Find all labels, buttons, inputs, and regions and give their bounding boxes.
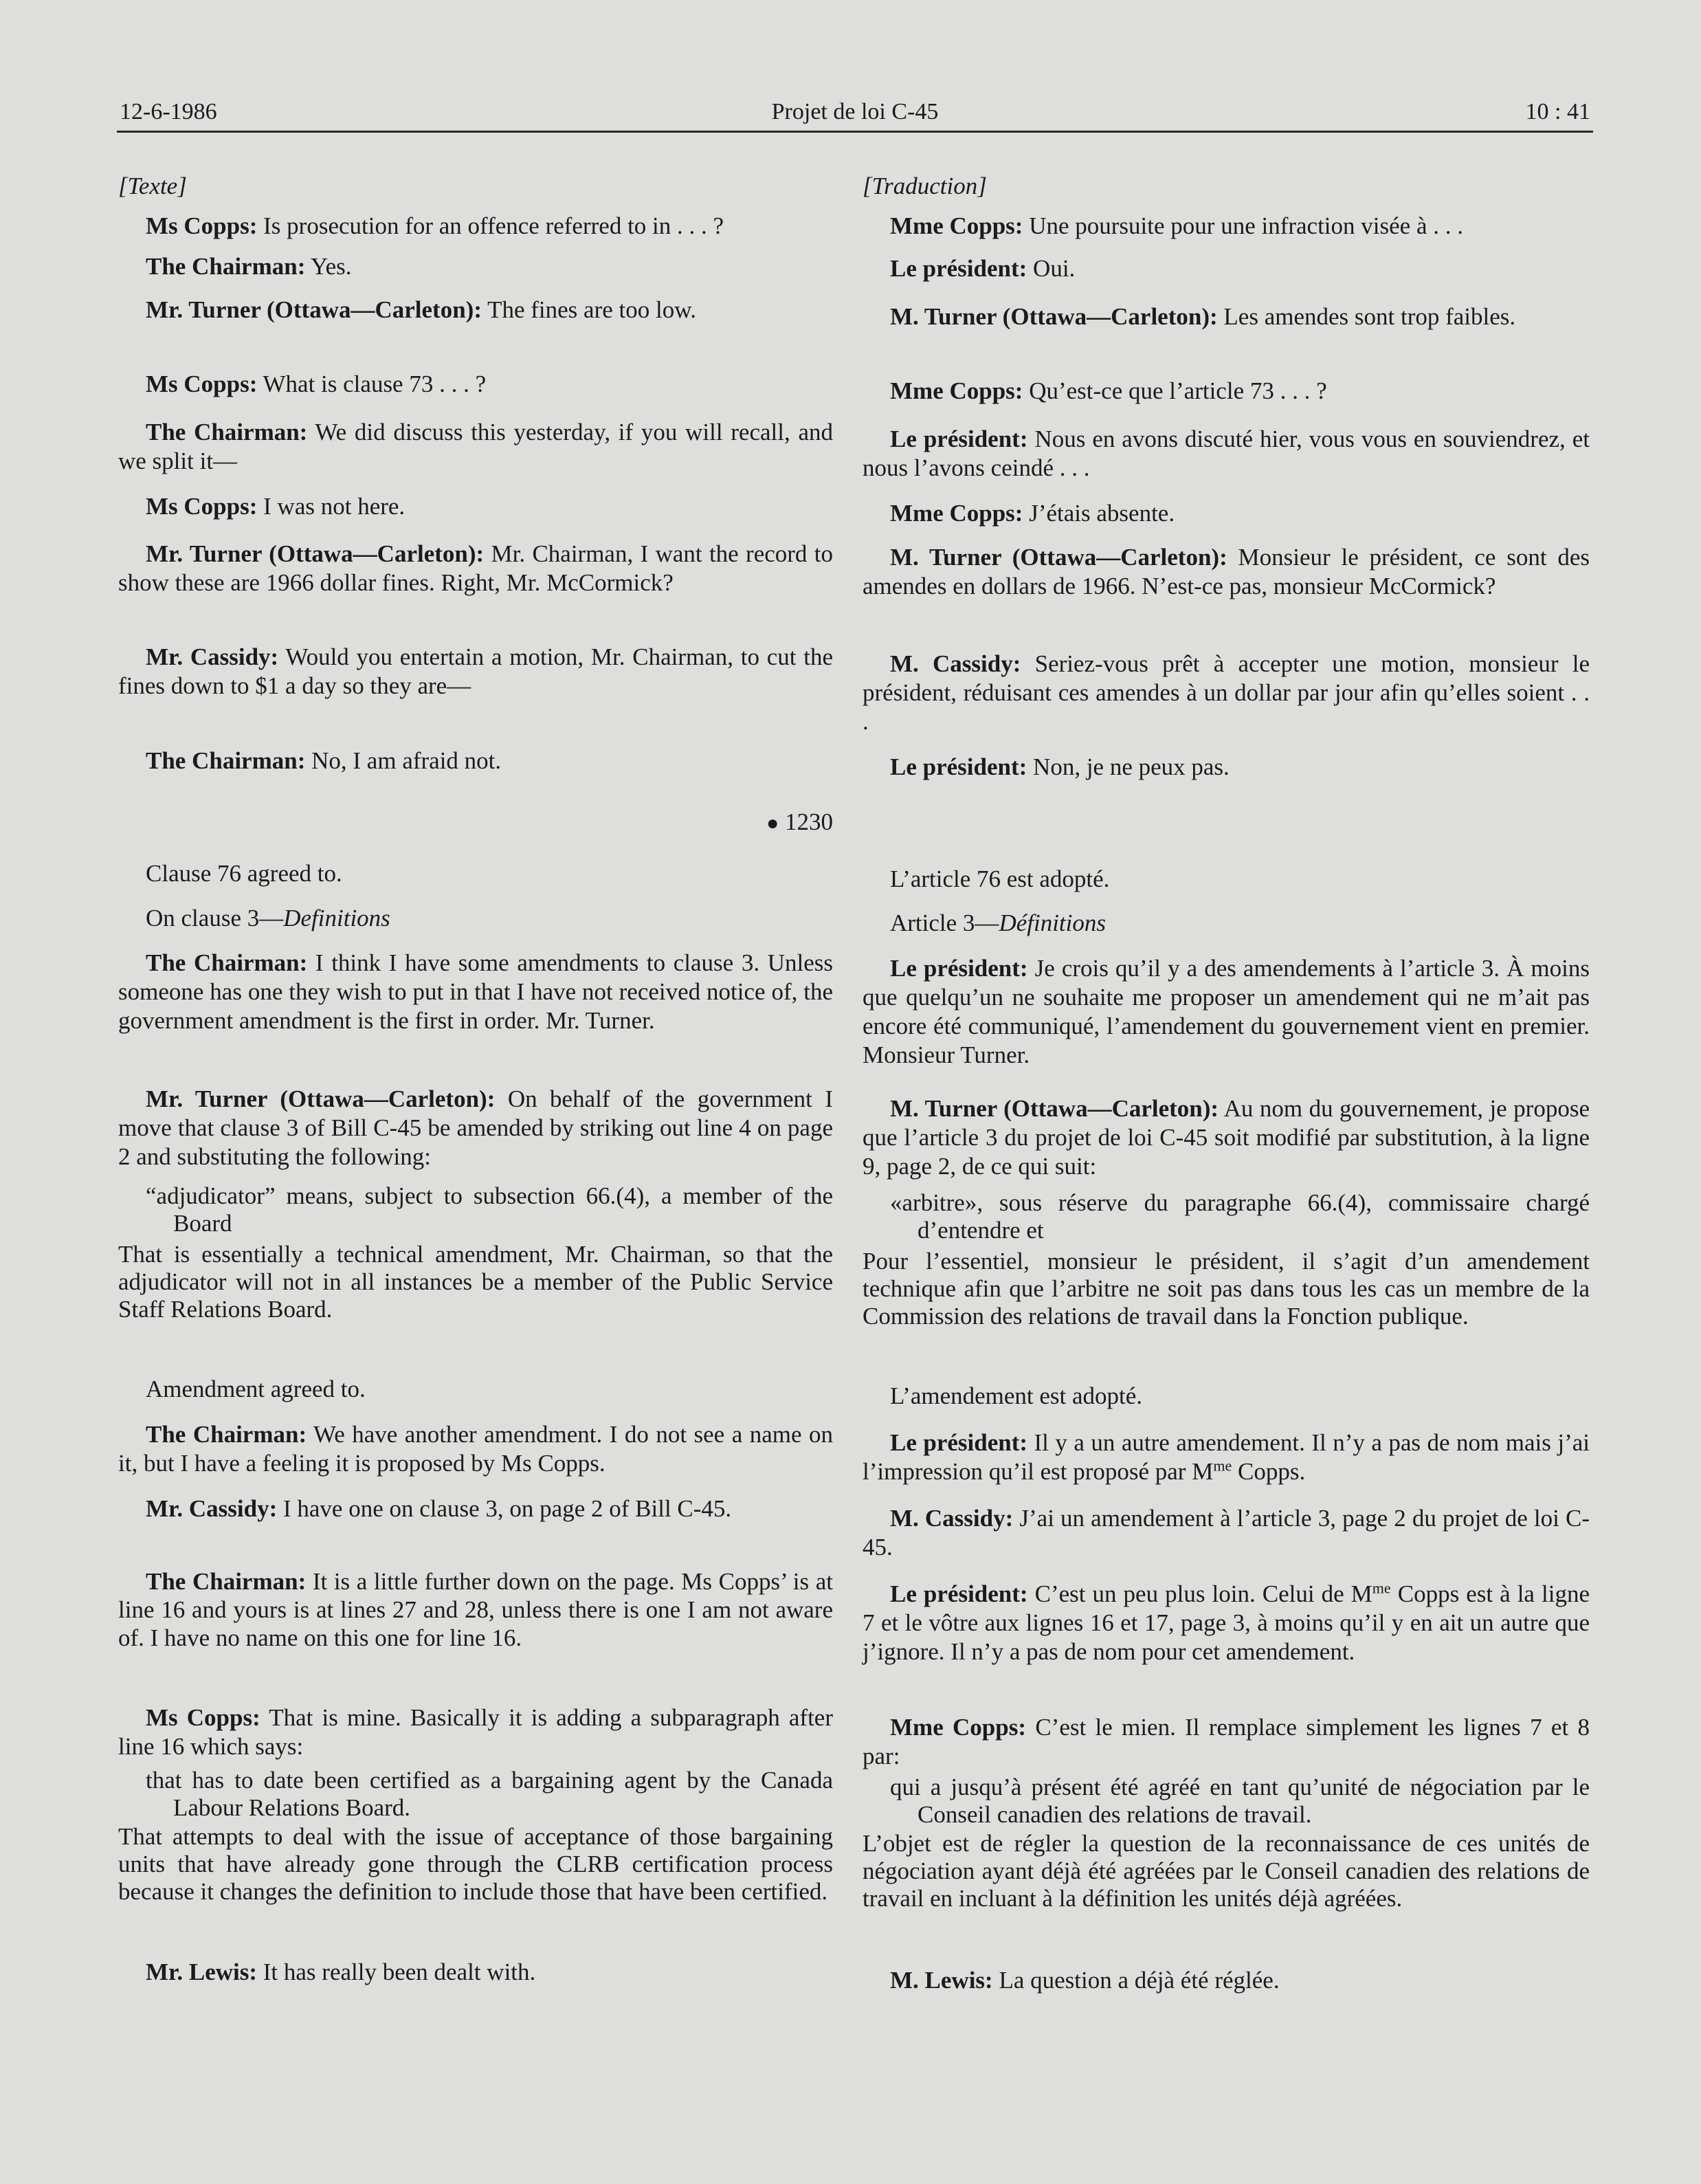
page-header — [117, 96, 1593, 133]
quoted-amendment: qui a jusqu’à présent été agréé en tant qu’unité de négociation par le Conseil canadien des relations de travail. — [890, 1774, 1590, 1828]
explanation-paragraph: That is essentially a technical amendment, Mr. Chairman, so that the adjudicator will not in all instances be a member of the Public Service Staff Relations Board. — [118, 1241, 833, 1323]
speech-paragraph: Mme Copps: C’est le mien. Il remplace simplement les lignes 7 et 8 par: — [863, 1714, 1590, 1769]
speech-paragraph: The Chairman: I think I have some amendments to clause 3. Unless someone has one they wish to put in that I have not received notice of, the government amendment is the first in order. Mr. Turner. — [118, 949, 833, 1034]
speech-paragraph: The Chairman: We have another amendment. I do not see a name on it, but I have a feeling it is proposed by Ms Copps. — [118, 1421, 833, 1477]
speech-paragraph: The Chairman: Yes. — [146, 253, 352, 280]
motion-paragraph: Clause 76 agreed to. — [146, 860, 342, 887]
speech-paragraph: M. Cassidy: J’ai un amendement à l’article 3, page 2 du projet de loi C-45. — [863, 1505, 1590, 1560]
clause-heading: On clause 3—Definitions — [146, 905, 390, 931]
speech-paragraph: Mme Copps: J’étais absente. — [890, 500, 1175, 527]
speech-paragraph: Ms Copps: That is mine. Basically it is adding a subparagraph after line 16 which says: — [118, 1704, 833, 1760]
explanation-paragraph: Pour l’essentiel, monsieur le président, il s’agit d’un amendement technique afin que l’arbitre ne soit pas dans tous les cas un membre de la Commission des relations de travail dans la Fonction publique. — [863, 1248, 1590, 1330]
motion-paragraph: L’article 76 est adopté. — [890, 865, 1110, 892]
speech-paragraph: M. Turner (Ottawa—Carleton): Les amendes sont trop faibles. — [890, 303, 1516, 330]
speech-paragraph: The Chairman: It is a little further down on the page. Ms Copps’ is at line 16 and yours is at lines 27 and 28, unless there is one I am not aware of. I have no name on this one for line 16. — [118, 1568, 833, 1651]
speech-paragraph: The Chairman: No, I am afraid not. — [146, 747, 502, 774]
section-tag-traduction: [Traduction] — [863, 173, 987, 199]
speech-paragraph: M. Turner (Ottawa—Carleton): Monsieur le président, ce sont des amendes en dollars de 1966. N’est-ce pas, monsieur McCormick? — [863, 544, 1590, 599]
speech-paragraph: Le président: Je crois qu’il y a des amendements à l’article 3. À moins que quelqu’un ne souhaite me proposer un amendement qui ne m’ait pas encore été communiqué, l’amendement du gouvernement vient en premier. Monsieur Turner. — [863, 955, 1590, 1068]
speech-paragraph: Le président: C’est un peu plus loin. Celui de $M^{me}$ Copps est à la ligne 7 et le vôtre aux lignes 16 et 17, page 3, à moins qu’il y en ait un autre que j’ignore. Il n’y a pas de nom pour cet amendement. — [863, 1579, 1590, 1665]
speech-paragraph: Ms Copps: Is prosecution for an offence referred to in . . . ? — [146, 212, 724, 239]
clause-heading: Article 3—Définitions — [890, 909, 1106, 936]
speech-paragraph: Mr. Cassidy: I have one on clause 3, on page 2 of Bill C-45. — [146, 1495, 732, 1522]
speech-paragraph: Mr. Cassidy: Would you entertain a motion, Mr. Chairman, to cut the fines down to $1 a day so they are— — [118, 643, 833, 699]
section-tag-texte: [Texte] — [118, 173, 187, 199]
explanation-paragraph: That attempts to deal with the issue of acceptance of those bargaining units that have already gone through the CLRB certification process because it changes the definition to include those that have been certified. — [118, 1823, 833, 1905]
header-title: Projet de loi C-45 — [771, 99, 939, 124]
speech-paragraph: Le président: Nous en avons discuté hier, vous vous en souviendrez, et nous l’avons ceindé . . . — [863, 426, 1590, 481]
quoted-amendment: that has to date been certified as a bargaining agent by the Canada Labour Relations Board. — [146, 1767, 833, 1821]
speech-paragraph: Mr. Turner (Ottawa—Carleton): Mr. Chairman, I want the record to show these are 1966 dollar fines. Right, Mr. McCormick? — [118, 540, 833, 596]
time-marker: ● 1230 — [766, 808, 833, 835]
quoted-amendment: «arbitre», sous réserve du paragraphe 66.(4), commissaire chargé d’entendre et — [890, 1189, 1590, 1244]
speech-paragraph: M. Turner (Ottawa—Carleton): Au nom du gouvernement, je propose que l’article 3 du projet de loi C-45 soit modifié par substitution, à la ligne 9, page 2, de ce qui suit: — [863, 1095, 1590, 1180]
speech-paragraph: Mr. Turner (Ottawa—Carleton): On behalf of the government I move that clause 3 of Bill C-45 be amended by striking out line 4 on page 2 and substituting the following: — [118, 1085, 834, 1170]
speech-paragraph: M. Lewis: La question a déjà été réglée. — [890, 1967, 1280, 1994]
motion-paragraph: Amendment agreed to. — [146, 1376, 366, 1402]
header-date: 12-6-1986 — [120, 99, 217, 124]
speech-paragraph: Mr. Turner (Ottawa—Carleton): The fines are too low. — [146, 296, 696, 323]
motion-paragraph: L’amendement est adopté. — [890, 1382, 1143, 1409]
speech-paragraph: M. Cassidy: Seriez-vous prêt à accepter une motion, monsieur le président, réduisant ces amendes à un dollar par jour afin qu’elles soient . . . — [863, 650, 1590, 735]
quoted-amendment: “adjudicator” means, subject to subsection 66.(4), a member of the Board — [146, 1182, 833, 1237]
speech-paragraph: Le président: Oui. — [890, 255, 1076, 282]
header-page-number: 10 : 41 — [1525, 99, 1590, 124]
speech-paragraph: Le président: Non, je ne peux pas. — [890, 753, 1230, 780]
speech-paragraph: Mr. Lewis: It has really been dealt with. — [146, 1959, 536, 1985]
speech-paragraph: Le président: Il y a un autre amendement. Il n’y a pas de nom mais j’ai l’impression qu’il est proposé par $M^{me}$ Copps. — [863, 1429, 1590, 1485]
speech-paragraph: Ms Copps: What is clause 73 . . . ? — [146, 371, 487, 397]
speech-paragraph: Mme Copps: Une poursuite pour une infraction visée à . . . — [890, 212, 1463, 239]
explanation-paragraph: L’objet est de régler la question de la reconnaissance de ces unités de négociation ayant déjà été agréées par le Conseil canadien des relations de travail en incluant à la définition les unités déjà agréées. — [863, 1830, 1590, 1912]
speech-paragraph: Ms Copps: I was not here. — [146, 493, 405, 520]
speech-paragraph: Mme Copps: Qu’est-ce que l’article 73 . . . ? — [890, 377, 1327, 404]
speech-paragraph: The Chairman: We did discuss this yesterday, if you will recall, and we split it— — [118, 419, 833, 474]
